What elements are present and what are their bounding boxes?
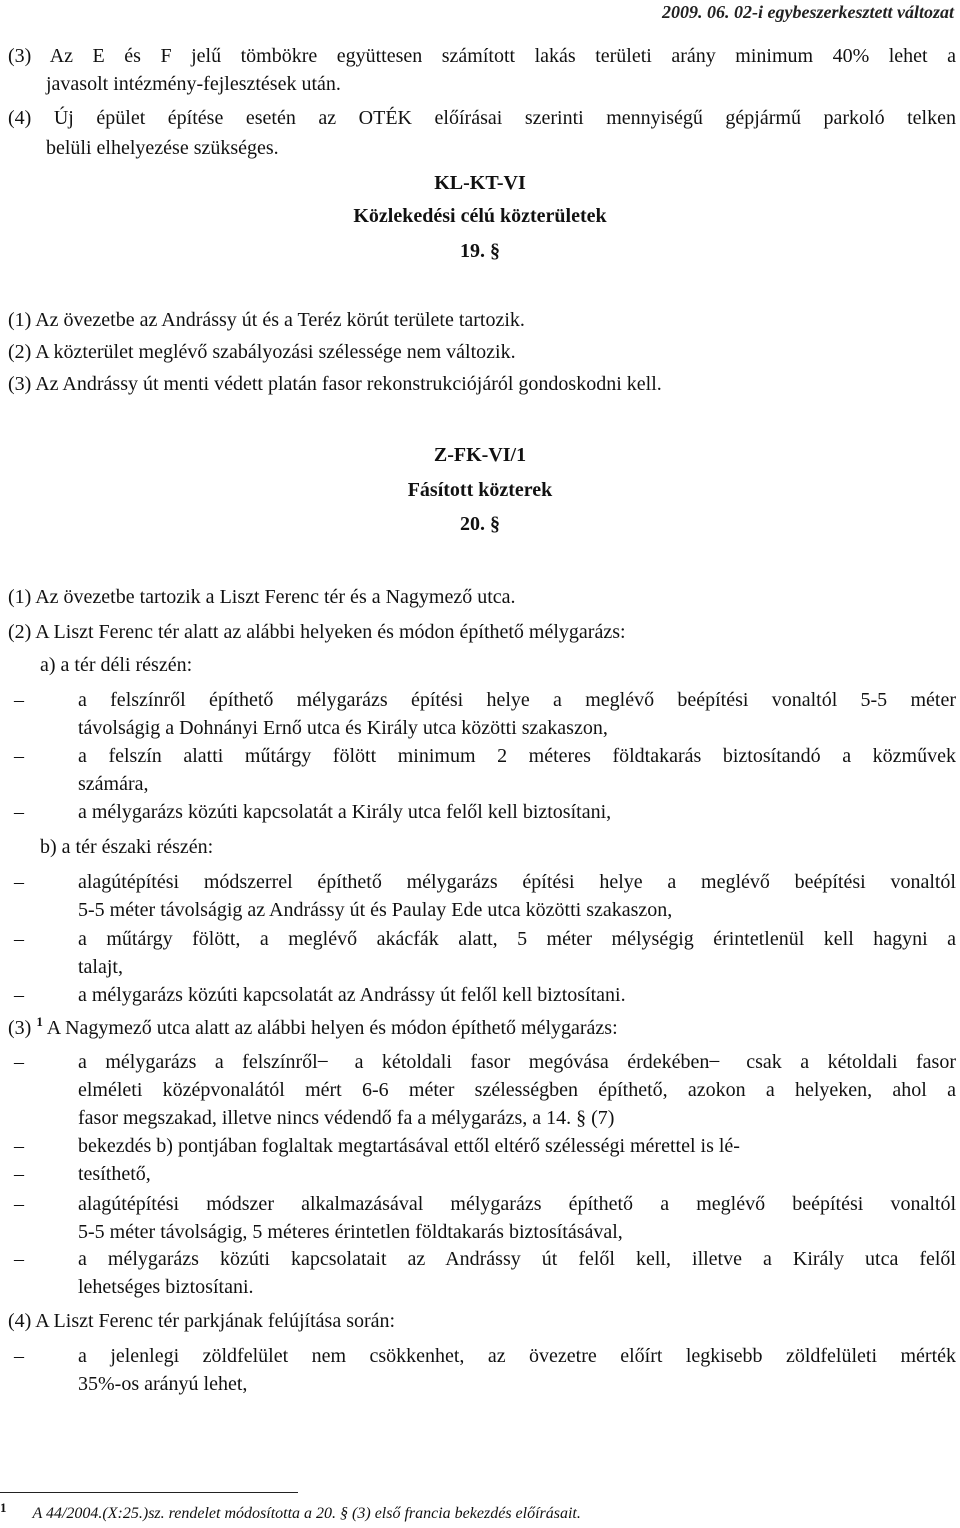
section-19-item-3: (3) Az Andrássy út menti védett platán fasor rekonstrukciójáról gondoskodni kell. (8, 373, 662, 395)
section-19-number: 19. § (460, 240, 500, 262)
p4-item-1-line-2: 35%-os arányú lehet, (78, 1373, 248, 1395)
subpoint-a-label: a) a tér déli részén: (40, 654, 193, 676)
dash-bullet: – (14, 984, 24, 1006)
footnote-divider (0, 1492, 298, 1493)
footnote-number: 1 (0, 1500, 7, 1515)
p3-item-4-line-1: a mélygarázs közúti kapcsolatait az Andrássy út felől kell, illetve a Király utca felől (78, 1248, 956, 1270)
dash-bullet: – (14, 1248, 24, 1270)
b-item-2-line-2: talajt, (78, 956, 123, 978)
b-item-1-line-2: 5-5 méter távolságig az Andrássy út és Paulay Ede utca közötti szakaszon, (78, 899, 673, 921)
section-19-title: Közlekedési célú közterületek (353, 205, 607, 227)
paragraph-3-line-1: (3) Az E és F jelű tömbökre együttesen számított lakás területi arány minimum 40% lehet a (8, 45, 956, 67)
a-item-1-line-2: távolságig a Dohnányi Ernő utca és Király utca közötti szakaszon, (78, 717, 608, 739)
dash-bullet: – (14, 1193, 24, 1215)
p3-item-1-line-1: a mélygarázs a felszínről ̶ a kétoldali fasor megóvása érdekében ̶ csak a kétoldali fasor (78, 1051, 956, 1073)
section-20-title: Fásított közterek (407, 479, 553, 501)
subpoint-b-label: b) a tér északi részén: (40, 836, 214, 858)
paragraph-3-text: A Nagymező utca alatt az alábbi helyen és módon építhető mélygarázs: (46, 1017, 618, 1039)
dash-bullet: – (14, 1163, 24, 1185)
paragraph-4-line-1: (4) Új épület építése esetén az OTÉK előírásai szerinti mennyiségű gépjármű parkoló telken (8, 107, 956, 129)
a-item-3: a mélygarázs közúti kapcsolatát a Király utca felől kell biztosítani, (78, 801, 612, 823)
footnote (0, 1500, 581, 1525)
b-item-2-line-1: a műtárgy fölött, a meglévő akácfák alatt, 5 méter mélységig érintetlenül kell hagyni a (78, 928, 956, 950)
p3-item-4-line-2: lehetséges biztosítani. (78, 1276, 254, 1298)
dash-bullet: – (14, 928, 24, 950)
section-19-code: KL-KT-VI (434, 172, 526, 194)
paragraph-4-line-2: belüli elhelyezése szükséges. (46, 137, 279, 159)
footnote-marker[interactable]: 1 (36, 1014, 43, 1029)
a-item-2-line-1: a felszín alatti műtárgy fölött minimum 2 méteres földtakarás biztosítandó a közművek (78, 745, 956, 767)
a-item-2-line-2: számára, (78, 773, 149, 795)
section-20-paragraph-4: (4) A Liszt Ferenc tér parkjának felújítása során: (8, 1310, 396, 1332)
dash-bullet: – (14, 801, 24, 823)
dash-bullet: – (14, 1135, 24, 1157)
section-20-paragraph-3 (8, 1016, 960, 1042)
p3-item-3-line-2: 5-5 méter távolságig, 5 méteres érintetlen földtakarás biztosításával, (78, 1221, 623, 1243)
p3-item-1-line-3: fasor megszakad, illetve nincs védendő fa a mélygarázs, a 14. § (7) (78, 1107, 615, 1129)
section-20-number: 20. § (460, 513, 500, 535)
section-19-item-1: (1) Az övezetbe az Andrássy út és a Teréz körút területe tartozik. (8, 309, 525, 331)
paragraph-3-line-2: javasolt intézmény-fejlesztések után. (46, 73, 341, 95)
p4-item-1-line-1: a jelenlegi zöldfelület nem csökkenhet, az övezetre előírt legkisebb zöldfelületi mérték (78, 1345, 956, 1367)
p3-item-2-line-1: bekezdés b) pontjában foglaltak megtartásával ettől eltérő szélességi mérettel is lé- (78, 1135, 740, 1157)
section-20-paragraph-1: (1) Az övezetbe tartozik a Liszt Ferenc tér és a Nagymező utca. (8, 586, 516, 608)
dash-bullet: – (14, 871, 24, 893)
p3-item-1-line-2: elméleti középvonalától mért 6-6 méter szélességben építhető, azokon a helyeken, ahol a (78, 1079, 956, 1101)
section-20-paragraph-2: (2) A Liszt Ferenc tér alatt az alábbi helyeken és módon építhető mélygarázs: (8, 621, 626, 643)
p3-item-3-line-1: alagútépítési módszer alkalmazásával mélygarázs építhető a meglévő beépítési vonaltól (78, 1193, 956, 1215)
version-header: 2009. 06. 02-i egybeszerkesztett változat (662, 2, 954, 22)
footnote-text: A 44/2004.(X:25.)sz. rendelet módosította a 20. § (3) első francia bekezdés előírásait. (32, 1505, 581, 1522)
b-item-3: a mélygarázs közúti kapcsolatát az Andrássy út felől kell biztosítani. (78, 984, 626, 1006)
section-19-item-2: (2) A közterület meglévő szabályozási szélessége nem változik. (8, 341, 516, 363)
section-20-code: Z-FK-VI/1 (433, 444, 527, 466)
b-item-1-line-1: alagútépítési módszerrel építhető mélygarázs építési helye a meglévő beépítési vonaltól (78, 871, 956, 893)
paragraph-3-prefix: (3) (8, 1017, 32, 1039)
p3-item-2-line-2: tesíthető, (78, 1163, 151, 1185)
dash-bullet: – (14, 1345, 24, 1367)
dash-bullet: – (14, 745, 24, 767)
dash-bullet: – (14, 689, 24, 711)
dash-bullet: – (14, 1051, 24, 1073)
a-item-1-line-1: a felszínről építhető mélygarázs építési helye a meglévő beépítési vonaltól 5-5 méter (78, 689, 956, 711)
